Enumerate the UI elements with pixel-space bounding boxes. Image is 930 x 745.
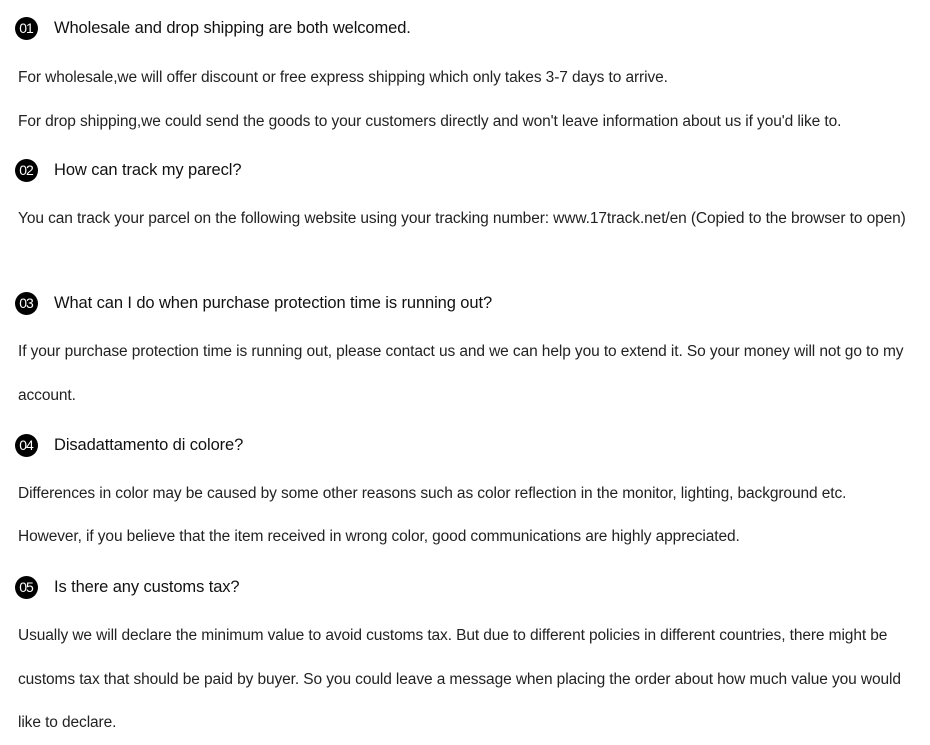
question-text: Disadattamento di colore? <box>54 435 244 454</box>
faq-question-4 <box>15 433 243 457</box>
answer-paragraph: Differences in color may be caused by some other reasons such as color reflection in the monitor, lighting, background etc. <box>18 485 847 502</box>
answer-paragraph: For drop shipping,we could send the goods to your customers directly and won't leave information about us if you'd like to. <box>18 113 842 130</box>
question-number-badge: 04 <box>15 434 38 457</box>
faq-question-5 <box>15 575 240 599</box>
answer-paragraph: Usually we will declare the minimum value to avoid customs tax. But due to different policies in different countries, there might be customs tax that should be paid by buyer. So you could leave a message when placing the order about how much value you would like to declare. <box>18 627 901 731</box>
faq-question-1 <box>15 16 411 40</box>
answer-paragraph: If your purchase protection time is running out, please contact us and we can help you to extend it. So your money will not go to my account. <box>18 343 904 404</box>
question-text: What can I do when purchase protection time is running out? <box>54 293 493 312</box>
question-text: Wholesale and drop shipping are both welcomed. <box>54 18 411 37</box>
question-text: Is there any customs tax? <box>54 577 240 596</box>
question-number-badge: 01 <box>15 17 38 40</box>
question-number-badge: 03 <box>15 292 38 315</box>
answer-paragraph: However, if you believe that the item received in wrong color, good communications are highly appreciated. <box>18 528 740 545</box>
question-number-badge: 05 <box>15 576 38 599</box>
question-text: How can track my parecl? <box>54 160 242 179</box>
question-number-badge: 02 <box>15 159 38 182</box>
answer-paragraph: For wholesale,we will offer discount or free express shipping which only takes 3-7 days to arrive. <box>18 69 668 86</box>
faq-question-3 <box>15 291 492 315</box>
answer-paragraph: You can track your parcel on the following website using your tracking number: www.17track.net/en (Copied to the browser to open) <box>18 210 906 227</box>
faq-question-2 <box>15 158 241 182</box>
